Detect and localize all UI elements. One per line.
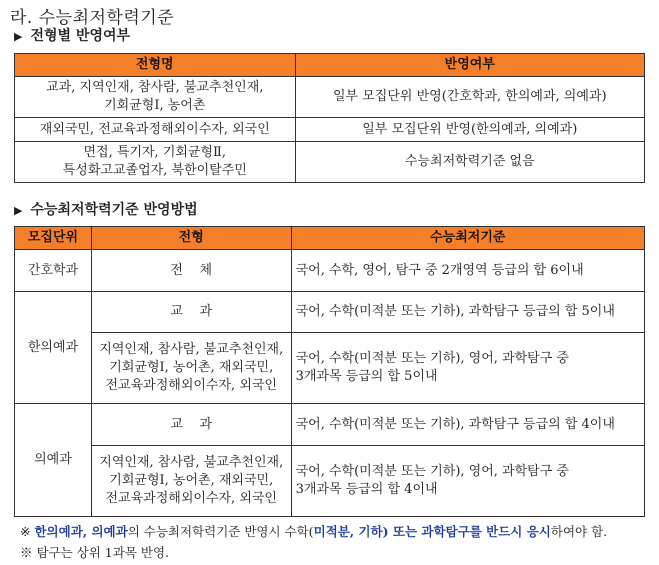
- triangle-bullet-icon: ▶: [14, 204, 23, 217]
- criteria-table: [14, 226, 645, 517]
- reflection-table: [14, 53, 645, 183]
- table-row: [15, 292, 645, 333]
- subheading-2-text: 수능최저학력기준 반영방법: [30, 202, 198, 218]
- table-row: [15, 333, 645, 404]
- col-header: 전형: [91, 227, 291, 250]
- table-row: [15, 77, 645, 118]
- note-1: ※ 한의예과, 의예과의 수능최저학력기준 반영시 수학(미적분, 기하) 또는 과학탐구를 반드시 응시하여야 함.: [20, 524, 608, 539]
- table-row: [15, 250, 645, 292]
- subheading-2: [14, 199, 198, 219]
- note-2: ※ 탐구는 상위 1과목 반영.: [20, 545, 169, 560]
- cell-unit: 한의예과: [15, 292, 92, 404]
- section-heading: 라. 수능최저학력기준: [10, 8, 175, 28]
- subheading-1: [14, 25, 130, 45]
- cell-value: 수능최저학력기준 없음: [295, 142, 644, 183]
- table-row: [15, 446, 645, 517]
- col-header: 전형명: [15, 54, 296, 77]
- cell-value: 일부 모집단위 반영(한의예과, 의예과): [295, 118, 644, 142]
- col-header: 반영여부: [295, 54, 644, 77]
- cell-criterion: 국어, 수학(미적분 또는 기하), 영어, 과학탐구 중 3개과목 등급의 합 4이내: [291, 446, 644, 517]
- table-row: [15, 142, 645, 183]
- col-header: 수능최저기준: [291, 227, 644, 250]
- note-highlight: 미적분, 기하) 또는 과학탐구를 반드시 응시: [313, 524, 551, 539]
- cell-criterion: 국어, 수학(미적분 또는 기하), 과학탐구 등급의 합 4이내: [291, 404, 644, 446]
- cell-type: 지역인재, 참사람, 불교추천인재, 기회균형Ⅰ, 농어촌, 재외국민, 전교육과정해외이수자, 외국인: [91, 446, 291, 517]
- cell-value: 일부 모집단위 반영(간호학과, 한의예과, 의예과): [295, 77, 644, 118]
- cell-type: 면접, 특기자, 기회균형Ⅱ, 특성화고교졸업자, 북한이탈주민: [15, 142, 296, 183]
- note-highlight: 한의예과, 의예과: [34, 524, 128, 539]
- cell-unit: 간호학과: [15, 250, 92, 292]
- table-row: [15, 404, 645, 446]
- cell-unit: 의예과: [15, 404, 92, 517]
- col-header: 모집단위: [15, 227, 92, 250]
- cell-type: 지역인재, 참사람, 불교추천인재, 기회균형Ⅰ, 농어촌, 재외국민, 전교육과정해외이수자, 외국인: [91, 333, 291, 404]
- triangle-bullet-icon: ▶: [14, 30, 23, 43]
- cell-type: 교 과: [91, 404, 291, 446]
- cell-type: 교 과: [91, 292, 291, 333]
- cell-type: 재외국민, 전교육과정해외이수자, 외국인: [15, 118, 296, 142]
- cell-criterion: 국어, 수학(미적분 또는 기하), 영어, 과학탐구 중 3개과목 등급의 합 5이내: [291, 333, 644, 404]
- cell-type: 전 체: [91, 250, 291, 292]
- table-row: [15, 118, 645, 142]
- cell-type: 교과, 지역인재, 참사람, 불교추천인재, 기회균형Ⅰ, 농어촌: [15, 77, 296, 118]
- cell-criterion: 국어, 수학, 영어, 탐구 중 2개영역 등급의 합 6이내: [291, 250, 644, 292]
- subheading-1-text: 전형별 반영여부: [30, 28, 131, 44]
- cell-criterion: 국어, 수학(미적분 또는 기하), 과학탐구 등급의 합 5이내: [291, 292, 644, 333]
